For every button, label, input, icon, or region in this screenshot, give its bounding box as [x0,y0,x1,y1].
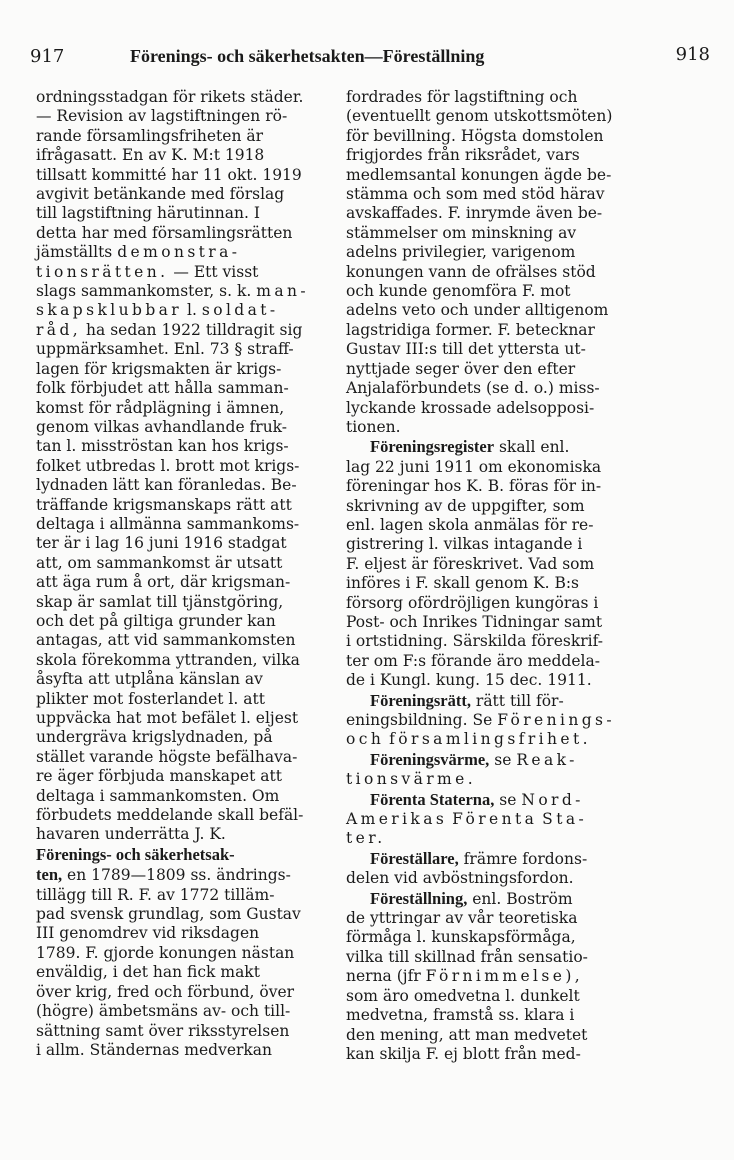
entry-headword: Föreningsrätt, [370,690,471,710]
line-text: nyttjade seger över den efter [346,359,576,378]
line-text: avgivit betänkande med förslag [36,185,285,204]
page-number-right: 918 [675,44,710,65]
line-text: skrivning av de uppgifter, som [346,496,585,515]
entry-headword: Förenta Staterna, [370,789,495,809]
text-line [36,127,331,146]
line-text: skola förekomma yttranden, vilka [36,650,300,669]
line-text: enl. lagen skola anmälas för re- [346,515,594,534]
text-line [36,515,331,534]
line-text: råd, ha sedan 1922 tilldragit sig [36,320,303,339]
line-text: föreningar hos K. B. föras för in- [346,477,602,496]
text-line [36,748,331,767]
text-line [36,534,331,553]
text-line [346,574,641,593]
line-text: införes i F. skall genom K. B:s [346,574,580,593]
text-line [36,905,331,924]
running-title: Förenings- och säkerhetsakten—Föreställning [130,46,485,66]
text-line [36,1002,331,1021]
line-text: lydnaden lätt kan föranledas. Be- [36,476,297,495]
text-line [346,437,641,457]
line-text: (eventuellt genom utskottsmöten) [346,107,613,126]
line-text: i ortstidning. Särskilda föreskrif- [346,632,604,651]
line-text: enväldig, i det han fick makt [36,963,260,982]
line-text: ter om F:s förande äro meddela- [346,651,600,670]
entry-headword: Föreningsregister [370,437,495,457]
page-header [30,40,710,80]
line-text: som äro omedvetna l. dunkelt [346,986,580,1005]
line-text: genom vilkas avhandlande fruk- [36,417,288,436]
text-line [36,263,331,282]
line-text: ter är i lag 16 juni 1916 stadgat [36,534,287,553]
text-line [346,107,641,126]
line-text: den mening, att man medvetet [346,1025,588,1044]
text-line [36,924,331,943]
line-text: för bevillning. Högsta domstolen [346,126,604,145]
line-text: tionsrätten. — Ett visst [36,262,259,281]
text-line [36,282,331,301]
text-line [346,987,641,1006]
text-line [346,948,641,967]
line-text: förmåga l. kunskapsförmåga, [346,928,576,947]
text-line [36,631,331,650]
text-line [36,379,331,398]
line-text: Amerikas Förenta Sta- [346,810,588,829]
text-line [346,790,641,810]
text-line [346,418,641,437]
text-line [36,709,331,728]
text-line [346,360,641,379]
text-line [36,204,331,223]
text-line [36,185,331,204]
text-line [346,224,641,243]
text-line [36,865,331,885]
entry-headword: ten, [36,865,63,885]
line-text: främre fordons- [458,849,588,868]
text-line [36,166,331,185]
text-line [36,457,331,476]
text-line [346,516,641,535]
line-text: rande församlingsfriheten är [36,126,264,145]
text-line [346,691,641,711]
text-line [346,1045,641,1064]
text-line [346,340,641,359]
text-line [36,593,331,612]
line-text: stämmelser om minskning av [346,223,577,242]
line-text: ordningsstadgan för rikets städer. [36,88,304,106]
line-text: pad svensk grundlag, som Gustav [36,905,301,924]
text-line [346,146,641,165]
text-line [36,886,331,905]
line-text: antagas, att vid sammankomsten [36,631,296,650]
line-text: (högre) ämbetsmäns av- och till- [36,1002,291,1021]
text-line [346,594,641,613]
line-text: medvetna, framstå ss. klara i [346,1006,575,1025]
text-line [36,243,331,262]
text-line [36,825,331,844]
text-line [346,127,641,146]
text-line [36,845,331,865]
line-text: komst för rådplägning i ämnen, [36,398,285,417]
line-text: — Revision av lagstiftningen rö- [36,107,288,126]
line-text: kan skilja F. ej blott från med- [346,1044,581,1063]
text-line [36,301,331,320]
line-text: och det på giltiga grunder kan [36,611,276,630]
text-line [346,889,641,909]
entry-headword: Föreställare, [370,848,459,868]
text-line [346,909,641,928]
text-line [36,573,331,592]
text-line [36,983,331,1002]
text-line [346,770,641,789]
text-line [36,224,331,243]
text-line [346,928,641,947]
line-text: fordrades för lagstiftning och [346,88,578,106]
line-text: i allm. Ständernas medverkan [36,1040,273,1059]
line-text: uppväcka hat mot befälet l. eljest [36,709,299,727]
line-text: och församlingsfrihet. [346,730,591,749]
text-line [346,166,641,185]
text-line [346,88,641,107]
line-text: tillägg till R. F. av 1772 tilläm- [36,885,275,904]
line-text: de yttringar av vår teoretiska [346,909,578,928]
line-text: delen vid avböstningsfordon. [346,869,574,888]
line-text: försorg ofördröjligen kungöras i [346,593,599,612]
line-text: konungen vann de ofrälses stöd [346,262,596,281]
text-line [346,458,641,477]
line-text: lagen för krigsmakten är krigs- [36,359,282,378]
line-text: att, om sammankomst är utsatt [36,553,283,572]
text-line [36,88,331,107]
line-text: F. eljest är föreskrivet. Vad som [346,554,595,573]
line-text: och kunde genomföra F. mot [346,282,571,301]
line-text: Anjalaförbundets (se d. o.) miss- [346,379,600,398]
line-text: lyckande krossade adelsopposi- [346,398,595,417]
text-line [346,1006,641,1025]
line-text: jämställts demonstra- [36,243,241,262]
line-text: havaren underrätta J. K. [36,825,226,844]
text-line [36,399,331,418]
line-text: lag 22 juni 1911 om ekonomiska [346,457,602,476]
text-line [346,652,641,671]
line-text: se Nord- [499,790,584,809]
line-text: se Reak- [494,750,578,769]
text-line [346,282,641,301]
line-text: plikter mot fosterlandet l. att [36,689,265,708]
line-text: ter. [346,829,386,848]
text-line [36,944,331,963]
line-text: tionen. [346,417,401,436]
text-line [346,535,641,554]
text-line [36,690,331,709]
text-line [36,651,331,670]
line-text: uppmärksamhet. Enl. 73 § straff- [36,340,294,359]
text-line [36,670,331,689]
text-line [346,671,641,690]
line-text: skapsklubbar l. soldat- [36,301,279,320]
text-line [36,360,331,379]
line-text: till lagstiftning härutinnan. I [36,204,260,223]
text-line [346,967,641,986]
line-text: gistrering l. vilkas intagande i [346,535,583,554]
text-line [346,379,641,398]
text-line [346,711,641,730]
text-line [346,321,641,340]
text-line [36,767,331,786]
text-line [36,321,331,340]
line-text: vilka till skillnad från sensatio- [346,947,588,966]
line-text: skall enl. [494,438,570,457]
text-line [36,612,331,631]
line-text: nerna (jfr Förnimmelse), [346,967,584,986]
text-line [346,849,641,869]
text-line [36,340,331,359]
line-text: över krig, fred och förbund, över [36,982,295,1001]
text-line [346,613,641,632]
text-line [346,243,641,262]
line-text: Post- och Inrikes Tidningar samt [346,612,603,631]
line-text: förbudets meddelande skall befäl- [36,806,304,825]
text-line [36,728,331,747]
text-line [36,107,331,126]
line-text: Gustav III:s till det yttersta ut- [346,340,586,359]
line-text: träffande krigsmanskaps rätt att [36,495,292,514]
text-line [36,787,331,806]
line-text: stämma och som med stöd härav [346,185,605,204]
page-number-left: 917 [30,46,65,67]
line-text: 1789. F. gjorde konungen nästan [36,943,295,962]
line-text: tionsvärme. [346,770,477,789]
line-text: enl. Boström [467,889,573,908]
line-text: folk förbjudet att hålla samman- [36,379,289,398]
text-line [346,750,641,770]
line-text: medlemsantal konungen ägde be- [346,165,612,184]
line-text: lagstridiga former. F. betecknar [346,320,595,339]
text-line [346,399,641,418]
entry-headword: Förenings- och säkerhetsak- [36,844,235,864]
line-text: eningsbildning. Se Förenings- [346,711,616,729]
text-line [36,963,331,982]
text-line [36,806,331,825]
line-text: re äger förbjuda manskapet att [36,767,282,786]
text-line [36,437,331,456]
text-column-right [346,88,641,1064]
text-line [36,476,331,495]
entry-headword: Föreställning, [370,888,468,908]
text-line [346,477,641,496]
line-text: tan l. misströstan kan hos krigs- [36,437,289,456]
text-line [36,496,331,515]
text-line [346,810,641,829]
line-text: skap är samlat till tjänstgöring, [36,592,284,611]
line-text: slags sammankomster, s. k. man- [36,282,309,301]
line-text: ifrågasatt. En av K. M:t 1918 [36,146,265,165]
line-text: en 1789—1809 ss. ändrings- [62,866,291,885]
line-text: frigjordes från riksrådet, vars [346,146,580,165]
line-text: adelns privilegier, varigenom [346,243,576,262]
text-line [36,554,331,573]
text-line [346,555,641,574]
line-text: stället varande högste befälhava- [36,747,298,766]
text-line [36,418,331,437]
line-text: deltaga i allmänna sammankoms- [36,514,300,533]
text-line [346,730,641,749]
text-line [346,263,641,282]
line-text: III genomdrev vid riksdagen [36,924,260,943]
line-text: tillsatt kommitté har 11 okt. 1919 [36,165,302,184]
line-text: folket utbredas l. brott mot krigs- [36,456,300,475]
line-text: de i Kungl. kung. 15 dec. 1911. [346,671,592,690]
line-text: undergräva krigslydnaden, på [36,728,273,747]
line-text: detta har med församlingsrätten [36,223,293,242]
text-line [36,146,331,165]
line-text: sättning samt över riksstyrelsen [36,1021,290,1040]
text-line [346,185,641,204]
line-text: avskaffades. F. inrymde även be- [346,204,603,223]
text-line [346,1026,641,1045]
line-text: adelns veto och under alltigenom [346,301,609,320]
text-line [346,204,641,223]
text-line [346,497,641,516]
text-column-left [36,88,331,1060]
line-text: åsyfta att utplåna känslan av [36,670,263,689]
line-text: att äga rum å ort, där krigsman- [36,573,291,592]
text-line [36,1022,331,1041]
line-text: rätt till för- [470,691,564,710]
text-line [346,632,641,651]
text-line [346,301,641,320]
text-line [346,869,641,888]
entry-headword: Föreningsvärme, [370,749,490,769]
text-line [346,829,641,848]
line-text: deltaga i sammankomsten. Om [36,786,280,805]
text-line [36,1041,331,1060]
